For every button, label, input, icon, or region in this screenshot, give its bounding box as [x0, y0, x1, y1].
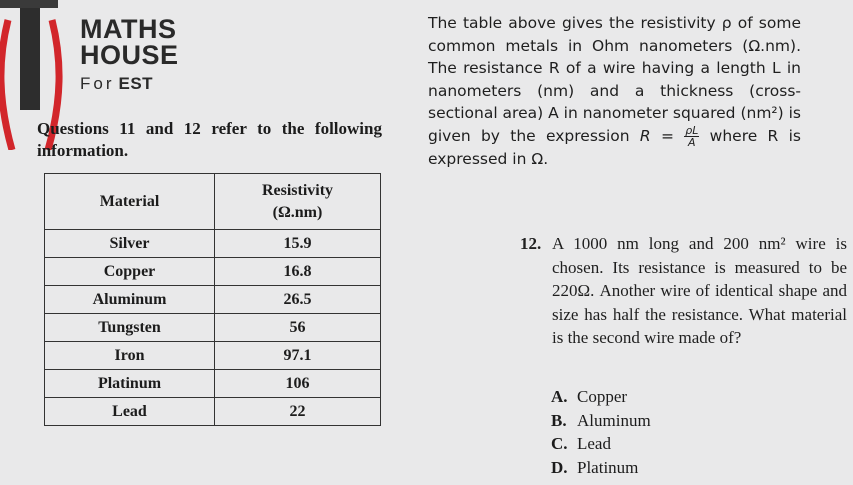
material-cell: Copper	[45, 258, 215, 286]
resistivity-cell: 56	[215, 314, 381, 342]
brand-line-3-prefix: For	[80, 74, 115, 93]
material-cell: Tungsten	[45, 314, 215, 342]
header-material: Material	[45, 174, 215, 230]
formula-denominator: A	[688, 135, 696, 149]
option-letter: D.	[551, 457, 568, 477]
question-12	[520, 232, 847, 350]
option-letter: C.	[551, 434, 568, 453]
table-row	[45, 314, 381, 342]
header-resistivity	[215, 174, 381, 230]
resistivity-cell: 16.8	[215, 258, 381, 286]
option-text: Lead	[577, 434, 611, 453]
info-text-end: where R is expressed in Ω.	[428, 126, 801, 168]
question-number: 12.	[520, 234, 542, 253]
option-d[interactable]	[551, 456, 651, 480]
option-text: Copper	[577, 387, 628, 406]
resistivity-cell: 15.9	[215, 230, 381, 258]
table-row	[45, 370, 381, 398]
formula-fraction	[684, 125, 699, 148]
material-cell: Platinum	[45, 370, 215, 398]
table-row	[45, 230, 381, 258]
table-row	[45, 286, 381, 314]
option-text: Aluminum	[577, 410, 651, 430]
brand-line-2: HOUSE	[80, 40, 179, 70]
material-cell: Iron	[45, 342, 215, 370]
resistivity-cell: 26.5	[215, 286, 381, 314]
questions-intro: Questions 11 and 12 refer to the following information.	[37, 119, 382, 160]
header-resistivity-label: Resistivity	[261, 181, 334, 199]
brand-line-3-suffix: EST	[118, 74, 154, 93]
option-letter: A.	[551, 387, 568, 406]
brand-block	[80, 16, 179, 94]
question-text: A 1000 nm long and 200 nm² wire is chosen. Its resistance is measured to be 220Ω. Another wire of identical shape and size has half the resistance. What material is the second wire made of?	[552, 234, 847, 347]
brand-line-3	[80, 74, 179, 94]
table-row	[45, 258, 381, 286]
info-text: The table above gives the resistivity ρ of some common metals in Ohm nanometers (Ω.nm). The resistance R of a wire having a length L in nanometers (nm) and a thickness (cross-sectional area) A in nanometer squared (nm²) is given by the expression	[428, 14, 801, 145]
table-header-row	[45, 174, 381, 230]
resistivity-cell: 106	[215, 370, 381, 398]
resistivity-cell: 97.1	[215, 342, 381, 370]
resistivity-table	[44, 173, 381, 426]
table-row	[45, 398, 381, 426]
option-c[interactable]	[551, 432, 651, 456]
answer-options	[551, 385, 651, 479]
resistivity-cell: 22	[215, 398, 381, 426]
formula-numerator: ρL	[685, 123, 699, 137]
option-letter: B.	[551, 410, 567, 430]
info-paragraph	[428, 12, 801, 170]
formula-lhs: R =	[639, 126, 674, 145]
brand-line-1: MATHS	[80, 14, 177, 44]
option-text: Platinum	[577, 457, 639, 477]
table-row	[45, 342, 381, 370]
material-cell: Lead	[45, 398, 215, 426]
option-a[interactable]	[551, 385, 651, 409]
formula	[639, 123, 710, 149]
material-cell: Silver	[45, 230, 215, 258]
material-cell: Aluminum	[45, 286, 215, 314]
header-resistivity-unit: (Ω.nm)	[272, 203, 323, 221]
option-b[interactable]	[551, 409, 651, 433]
